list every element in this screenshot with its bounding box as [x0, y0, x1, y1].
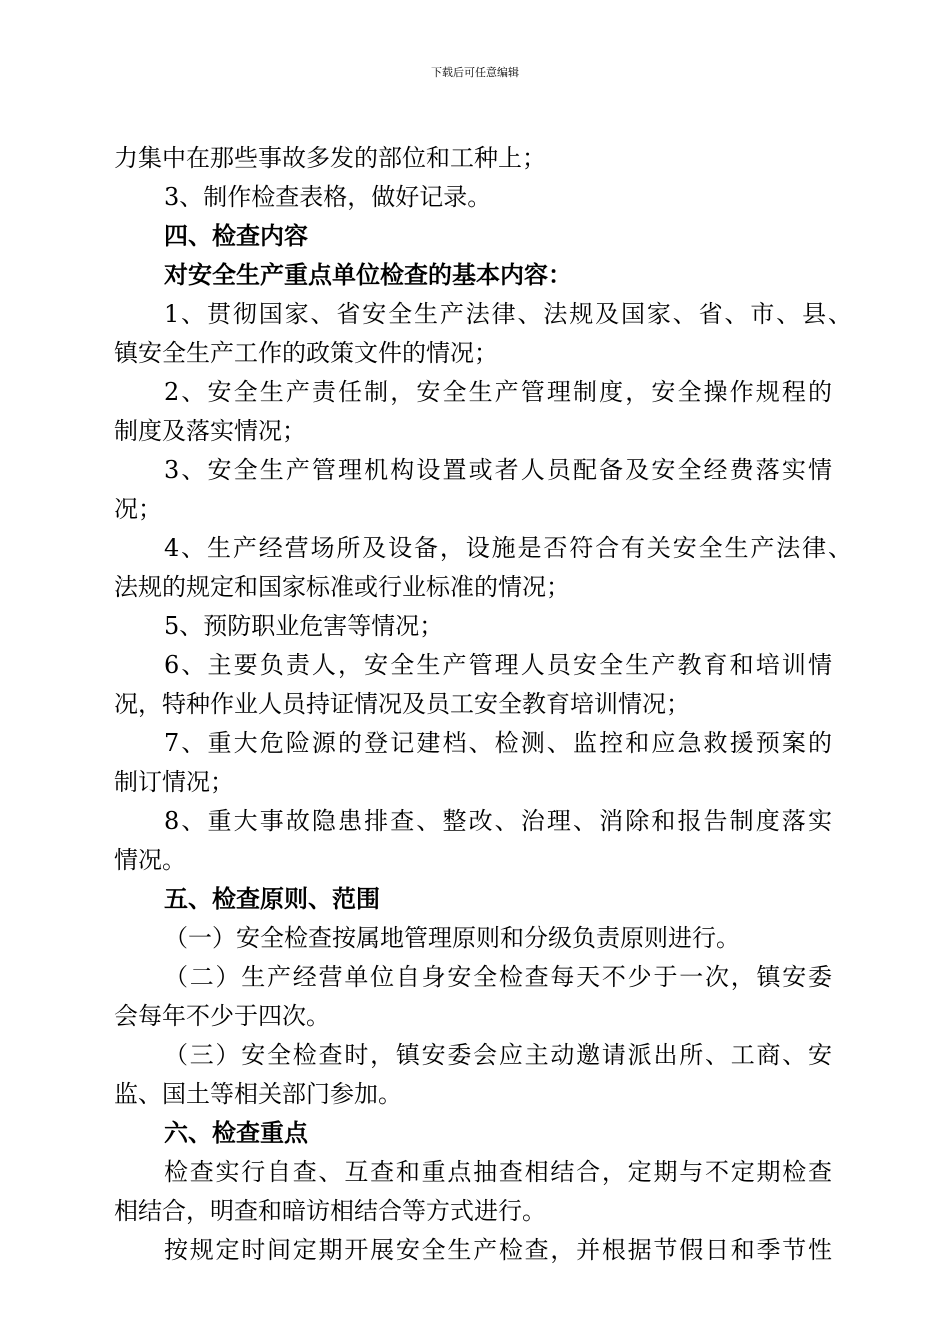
- section-heading-5: 五、检查原则、范围: [164, 885, 380, 913]
- page-header-note: 下载后可任意编辑: [431, 66, 519, 79]
- section-heading-6: 六、检查重点: [164, 1119, 308, 1147]
- text-line: 8、重大事故隐患排查、整改、治理、消除和报告制度落实: [164, 807, 832, 835]
- text-line: 相结合，明查和暗访相结合等方式进行。: [114, 1197, 546, 1225]
- text-line: 情况。: [114, 846, 186, 874]
- text-line: 法规的规定和国家标准或行业标准的情况；: [114, 573, 570, 601]
- text-line: （三）安全检查时，镇安委会应主动邀请派出所、工商、安: [164, 1041, 832, 1069]
- text-line: 3、安全生产管理机构设置或者人员配备及安全经费落实情: [164, 456, 832, 484]
- section-heading-4: 四、检查内容: [164, 222, 308, 250]
- subheading: 对安全生产重点单位检查的基本内容：: [164, 261, 572, 289]
- text-line: 7、重大危险源的登记建档、检测、监控和应急救援预案的: [164, 729, 832, 757]
- text-line: 况，特种作业人员持证情况及员工安全教育培训情况；: [114, 690, 690, 718]
- text-line: 3、制作检查表格，做好记录。: [164, 183, 492, 211]
- text-line: 5、预防职业危害等情况；: [164, 612, 444, 640]
- text-line: （一）安全检查按属地管理原则和分级负责原则进行。: [164, 924, 740, 952]
- text-line: 监、国土等相关部门参加。: [114, 1080, 402, 1108]
- text-line: 6、主要负责人，安全生产管理人员安全生产教育和培训情: [164, 651, 832, 679]
- text-line: 力集中在那些事故多发的部位和工种上；: [114, 144, 546, 172]
- text-line: （二）生产经营单位自身安全检查每天不少于一次，镇安委: [164, 963, 832, 991]
- text-line: 制度及落实情况；: [114, 417, 306, 445]
- text-line: 4、生产经营场所及设备，设施是否符合有关安全生产法律、: [164, 534, 852, 562]
- text-line: 2、安全生产责任制，安全生产管理制度，安全操作规程的: [164, 378, 832, 406]
- text-line: 制订情况；: [114, 768, 234, 796]
- text-line: 按规定时间定期开展安全生产检查，并根据节假日和季节性: [164, 1236, 832, 1264]
- text-line: 况；: [114, 495, 162, 523]
- text-line: 1、贯彻国家、省安全生产法律、法规及国家、省、市、县、: [164, 300, 852, 328]
- text-line: 检查实行自查、互查和重点抽查相结合，定期与不定期检查: [164, 1158, 832, 1186]
- text-line: 会每年不少于四次。: [114, 1002, 330, 1030]
- text-line: 镇安全生产工作的政策文件的情况；: [114, 339, 498, 367]
